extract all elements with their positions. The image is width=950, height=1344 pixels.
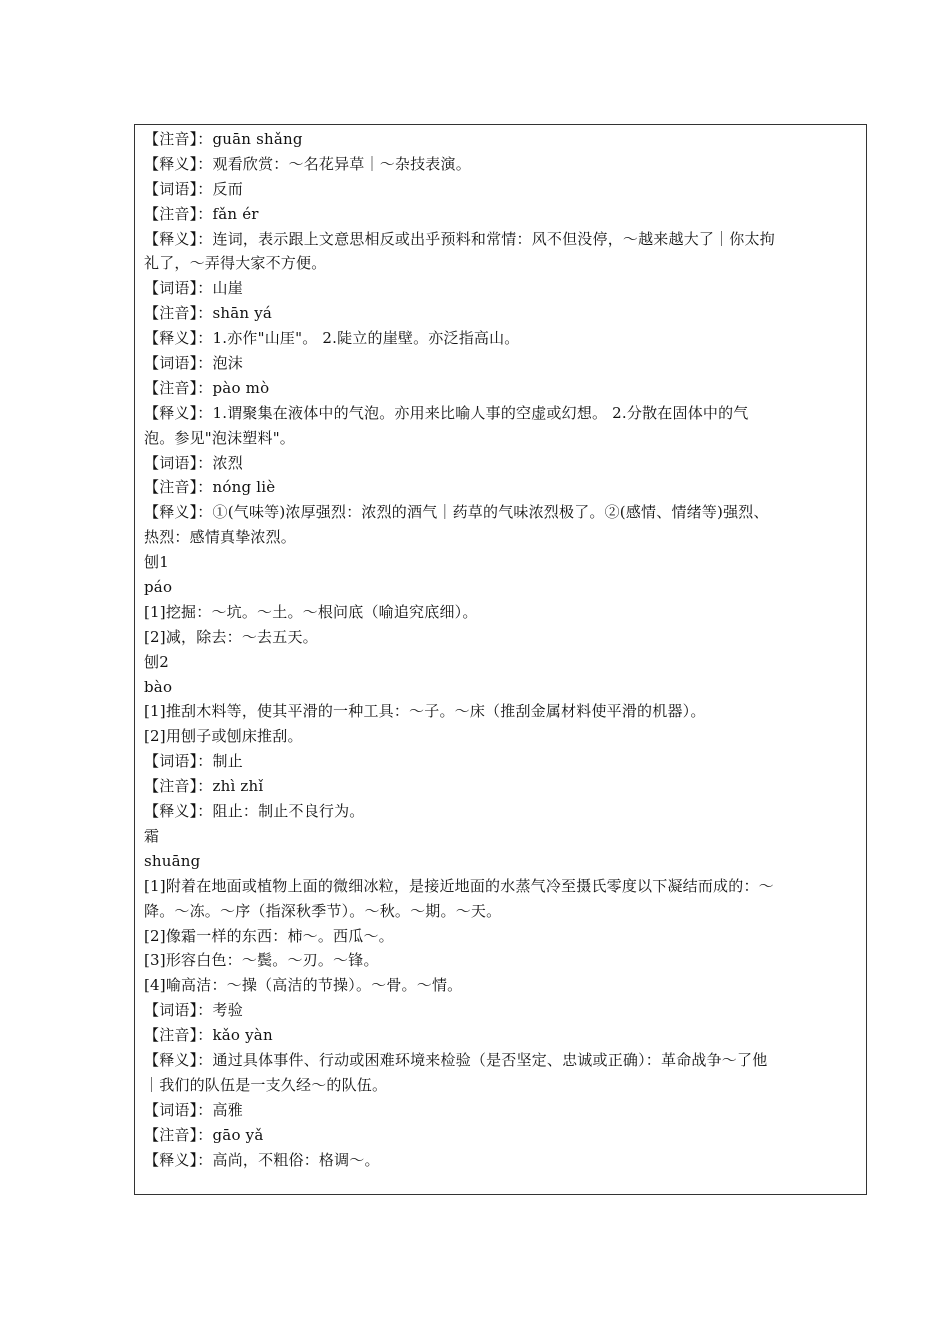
text-line: [2]减，除去：～去五天。 xyxy=(144,627,318,646)
text-line: 【释义】：高尚，不粗俗：格调～。 xyxy=(144,1150,380,1169)
text-line: 礼了，～弄得大家不方便。 xyxy=(144,254,327,273)
text-line: 【词语】：制止 xyxy=(144,752,243,771)
document-body xyxy=(144,127,860,1172)
text-line: 【释义】：①(气味等)浓厚强烈：浓烈的酒气｜药草的气味浓烈极了。②(感情、情绪等)强烈、 xyxy=(144,503,769,522)
text-line: [4]喻高洁：～操（高洁的节操）。～骨。～情。 xyxy=(144,976,463,995)
text-line: 【注音】：kǎo yàn xyxy=(144,1026,273,1045)
text-line: 【词语】：考验 xyxy=(144,1001,243,1020)
text-line: 【释义】：1.谓聚集在液体中的气泡。亦用来比喻人事的空虚或幻想。 2.分散在固体中的气 xyxy=(144,403,749,422)
text-line: 霜 xyxy=(144,826,160,845)
text-line: [2]用刨子或刨床推刮。 xyxy=(144,727,303,746)
text-line: 【词语】：浓烈 xyxy=(144,453,243,472)
text-line: 【注音】：nóng liè xyxy=(144,478,276,497)
text-line: [1]附着在地面或植物上面的微细冰粒，是接近地面的水蒸气冷至摄氏零度以下凝结而成的：～ xyxy=(144,876,774,895)
text-line: 【注音】：guān shǎng xyxy=(144,130,303,148)
text-line: 【释义】：阻止：制止不良行为。 xyxy=(144,802,365,821)
text-line: 【释义】：通过具体事件、行动或困难环境来检验（是否坚定、忠诚或正确）：革命战争～了他 xyxy=(144,1050,768,1069)
text-line: 【注音】：gāo yǎ xyxy=(144,1125,264,1144)
text-line: ｜我们的队伍是一支久经～的队伍。 xyxy=(144,1075,388,1094)
text-line: 【注音】：zhì zhǐ xyxy=(144,777,264,796)
text-line: 【词语】：山崖 xyxy=(144,279,243,298)
text-line: 【词语】：高雅 xyxy=(144,1100,243,1119)
text-line: 【释义】：1.亦作"山厓"。 2.陡立的崖壁。亦泛指高山。 xyxy=(144,329,520,348)
text-line: 泡。参见"泡沫塑料"。 xyxy=(144,428,295,447)
text-line: páo xyxy=(144,578,173,597)
text-line: [1]挖掘：～坑。～土。～根问底（喻追究底细）。 xyxy=(144,602,478,621)
text-line: 【释义】：观看欣赏：～名花异草｜～杂技表演。 xyxy=(144,154,471,173)
text-line: 刨1 xyxy=(144,553,169,572)
text-line: [2]像霜一样的东西：柿～。西瓜～。 xyxy=(144,926,394,945)
text-line: [1]推刮木料等，使其平滑的一种工具：～子。～床（推刮金属材料使平滑的机器）。 xyxy=(144,702,706,721)
text-line: 降。～冻。～序（指深秋季节）。～秋。～期。～天。 xyxy=(144,901,502,920)
text-line: 【注音】：fǎn ér xyxy=(144,204,259,223)
text-line: bào xyxy=(144,677,173,696)
text-line: shuāng xyxy=(144,851,201,870)
text-line: 热烈：感情真挚浓烈。 xyxy=(144,528,297,547)
text-line: [3]形容白色：～鬓。～刃。～锋。 xyxy=(144,951,379,970)
text-line: 【释义】：连词，表示跟上文意思相反或出乎预料和常情：风不但没停，～越来越大了｜你太拘 xyxy=(144,229,775,248)
text-line: 刨2 xyxy=(144,652,169,671)
text-line: 【词语】：反而 xyxy=(144,179,243,198)
text-line: 【词语】：泡沫 xyxy=(144,354,243,373)
text-line: 【注音】：pào mò xyxy=(144,378,270,397)
text-line: 【注音】：shān yá xyxy=(144,304,273,323)
